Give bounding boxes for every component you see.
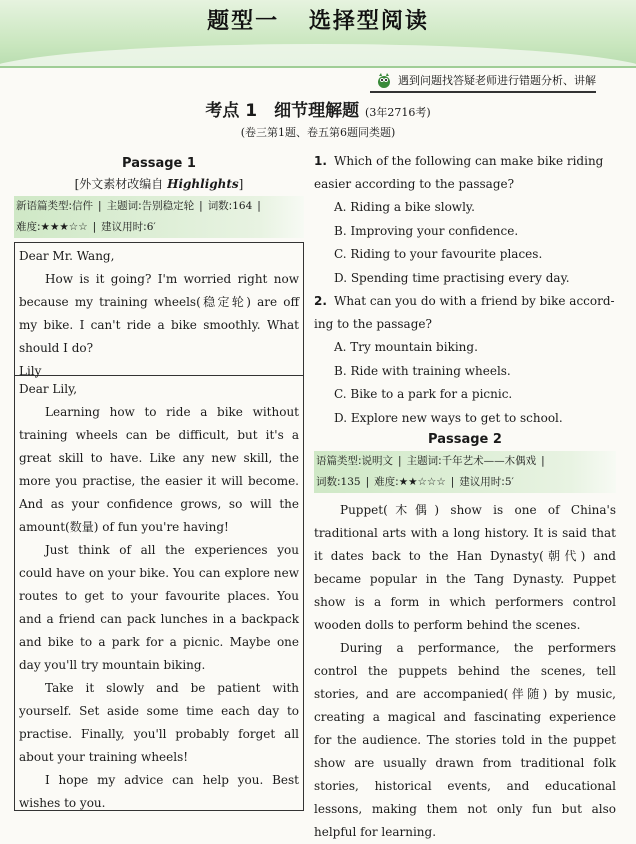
letter1-signature: Lily xyxy=(19,364,42,378)
question-stem: What can you do with a friend by bike accord- xyxy=(334,294,615,308)
passage2-paragraph: Puppet(木偶) show is one of China's traditional arts with a long history. It is said that it dates back to the Han Dynasty(朝代) and became popular in the Tang Dynasty. Puppet show is a form in which performers control wooden dolls to perform behind the scenes. xyxy=(314,503,616,632)
header-banner xyxy=(0,0,636,68)
question-stem-cont: easier according to the passage? xyxy=(314,177,515,191)
passage2-meta-line2: 词数:135 | 难度:★★☆☆☆ | 建议用时:5′ xyxy=(314,472,616,493)
topic-value: 告别稳定轮 xyxy=(141,200,195,212)
difficulty-stars: ★★★☆☆ xyxy=(40,221,88,233)
topic-value: 千年艺术——木偶戏 xyxy=(441,455,537,467)
section-title xyxy=(0,96,636,121)
question-2 xyxy=(314,290,616,430)
section-subtitle: (卷三第1题、卷五第6题同类题) xyxy=(240,126,396,139)
letter2-paragraph: Take it slowly and be patient with yourself. Set aside some time each day to practise. Finally, you'll probably forget all about your training wheels! xyxy=(19,681,299,764)
option-a[interactable]: A. Riding a bike slowly. xyxy=(334,200,475,214)
passage1-title: Passage 1 xyxy=(122,156,196,171)
letter1-body: How is it going? I'm worried right now because my training wheels(稳定轮) are off my bike. I can't ride a bike smoothly. What should I do? xyxy=(19,272,299,355)
left-column xyxy=(14,150,304,811)
letter2-paragraph: Just think of all the experiences you could have on your bike. You can explore new routes to get to your favourite places. You and a friend can pack lunches in a backpack and bike to a park for a picnic. Maybe one day you'll try mountain biking. xyxy=(19,543,299,672)
time-label: 建议用时: xyxy=(459,476,505,488)
topic-label: 主题词: xyxy=(406,455,442,467)
helper-bar xyxy=(376,70,596,90)
title-type: 题型一 xyxy=(207,9,280,34)
option-d[interactable]: D. Spending time practising every day. xyxy=(334,270,570,285)
question-stem-cont: ing to the passage? xyxy=(314,317,432,331)
question-number: 2. xyxy=(314,294,327,308)
option-b[interactable]: B. Ride with training wheels. xyxy=(334,363,511,378)
type-value: 说明文 xyxy=(361,455,394,467)
passage2-paragraph: During a performance, the performers control the puppets behind the scenes, tell stories, and are accompanied(伴随) by music, creating a magical and fascinating experience for the audience. The stories told in the puppet show are usually drawn from traditional folk stories, historical events, and educational lessons, making them not only fun but also helpful for learning. xyxy=(314,641,616,839)
passage1-source xyxy=(14,175,304,192)
time-value: 6′ xyxy=(146,221,156,233)
letter2-paragraph: I hope my advice can help you. Best wishes to you. xyxy=(19,773,299,810)
topic-label: 主题词: xyxy=(106,200,142,212)
page-title xyxy=(0,4,636,35)
words-value: 135 xyxy=(340,476,361,488)
source-suffix: ] xyxy=(238,177,244,191)
option-c[interactable]: C. Bike to a park for a picnic. xyxy=(334,387,513,401)
letter-from-lily xyxy=(14,242,304,378)
difficulty-label: 难度: xyxy=(374,476,399,488)
option-d[interactable]: D. Explore new ways to get to school. xyxy=(334,410,563,425)
letter1-greeting: Dear Mr. Wang, xyxy=(19,249,115,263)
words-value: 164 xyxy=(232,200,253,212)
type-label: 语篇类型: xyxy=(316,455,362,467)
letter-reply xyxy=(14,375,304,811)
title-name: 选择型阅读 xyxy=(308,9,429,34)
difficulty-stars: ★★☆☆☆ xyxy=(398,476,446,488)
source-prefix: [外文素材改编自 xyxy=(74,177,168,191)
question-1 xyxy=(314,150,616,290)
passage2-title: Passage 2 xyxy=(428,432,502,447)
option-c[interactable]: C. Riding to your favourite places. xyxy=(334,247,543,261)
option-b[interactable]: B. Improving your confidence. xyxy=(334,223,519,238)
time-label: 建议用时: xyxy=(101,221,147,233)
option-a[interactable]: A. Try mountain biking. xyxy=(334,340,478,354)
question-stem: Which of the following can make bike riding xyxy=(334,154,604,168)
mascot-icon xyxy=(376,71,392,89)
time-value: 5′ xyxy=(504,476,514,488)
source-name: Highlights xyxy=(167,177,239,191)
helper-text: 遇到问题找答疑老师进行错题分析、讲解 xyxy=(398,74,596,87)
type-value: 信件 xyxy=(72,200,94,212)
right-column xyxy=(314,150,616,844)
words-label: 词数: xyxy=(316,476,341,488)
section-title-main: 考点 1 细节理解题 xyxy=(205,101,360,121)
words-label: 词数: xyxy=(207,200,233,212)
helper-underline xyxy=(370,91,596,93)
difficulty-label: 难度: xyxy=(16,221,41,233)
passage1-meta-line2: 难度:★★★☆☆ | 建议用时:6′ xyxy=(14,217,304,238)
passage1-meta-line1: 新语篇类型:信件 | 主题词:告别稳定轮 | 词数:164 | xyxy=(14,196,304,217)
passage2-meta-line1: 语篇类型:说明文 | 主题词:千年艺术——木偶戏 | xyxy=(314,451,616,472)
letter2-paragraph: Learning how to ride a bike without training wheels can be difficult, but it's a great skill to have. Like any new skill, the more you practise, the easier it will become. And as your confidence grows, so will the amount(数量) of fun you're having! xyxy=(19,405,299,534)
question-number: 1. xyxy=(314,154,327,168)
section-title-note: (3年2716考) xyxy=(365,106,431,119)
type-label: 新语篇类型: xyxy=(16,200,73,212)
letter2-greeting: Dear Lily, xyxy=(19,382,78,396)
